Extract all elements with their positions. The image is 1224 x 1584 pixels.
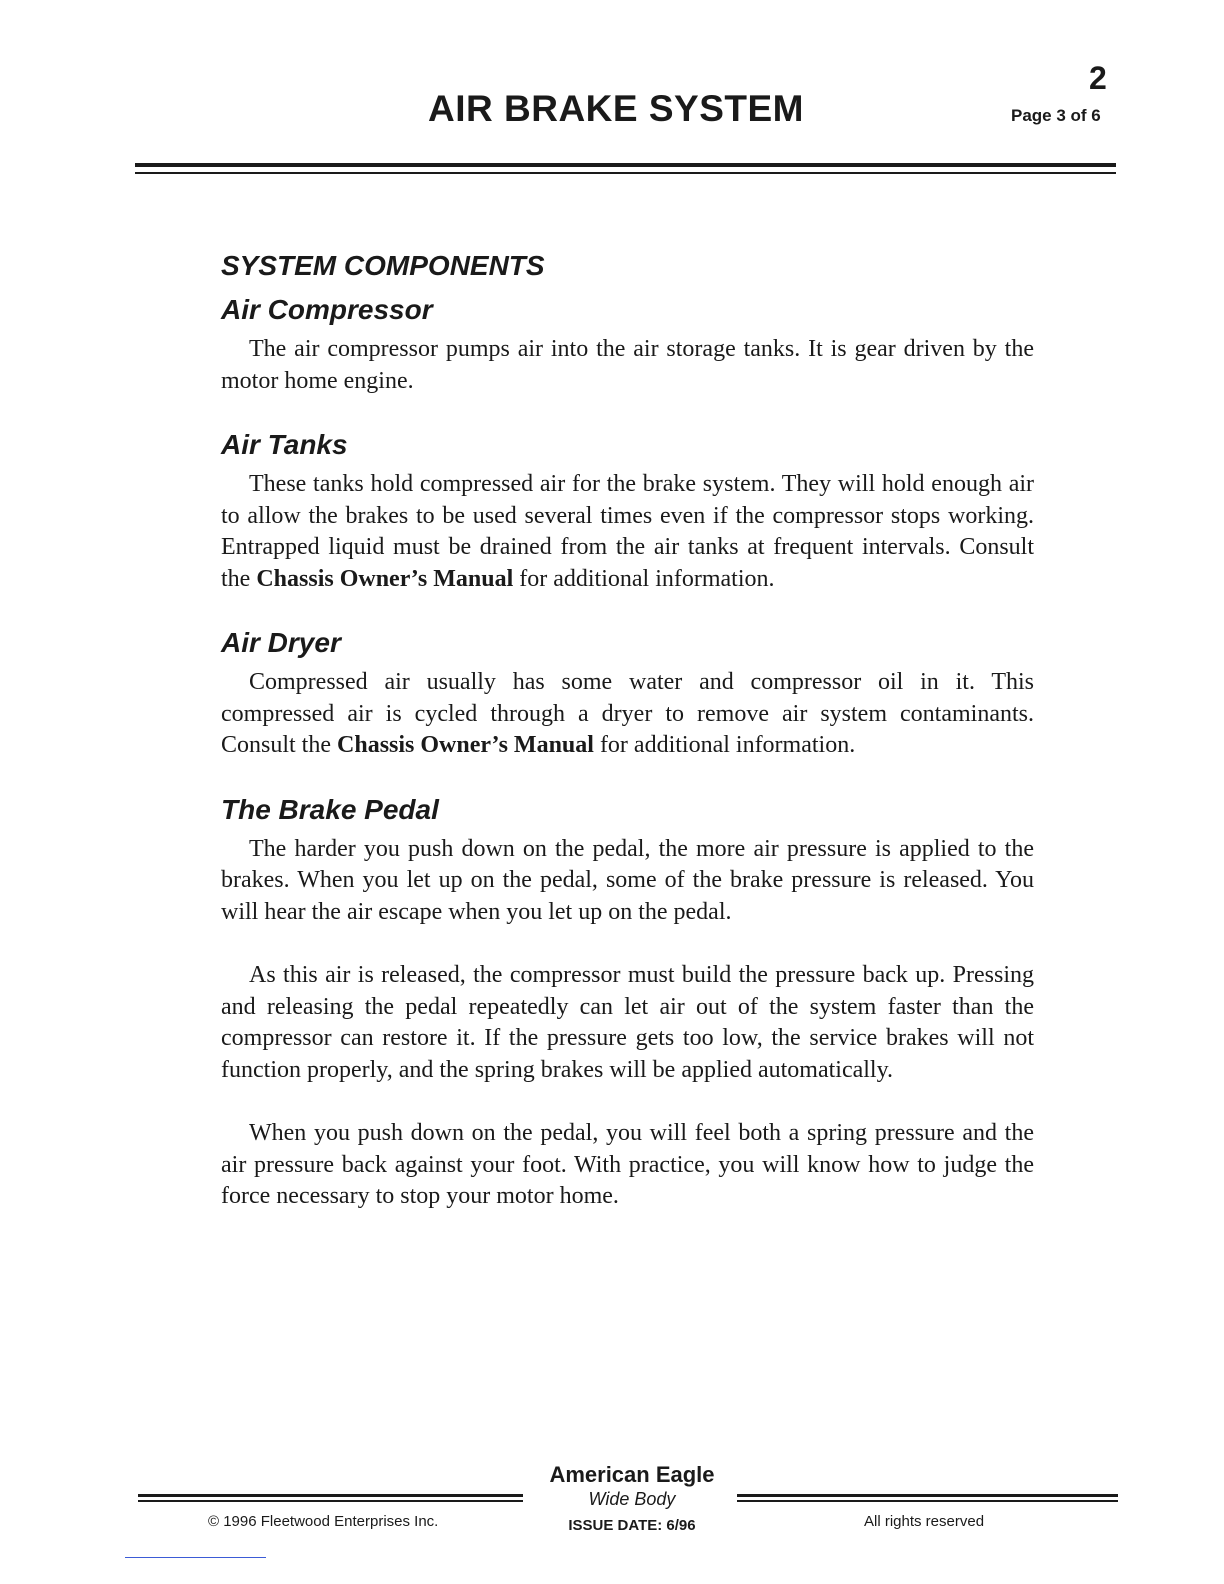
air-tanks-paragraph [221, 469, 1034, 595]
air-tanks-manual-ref: Chassis Owner’s Manual [256, 565, 514, 592]
air-tanks-heading: Air Tanks [221, 429, 348, 460]
air-tanks-text-end: for additional information. [513, 565, 775, 592]
air-compressor-section [221, 292, 1034, 397]
footer-rights: All rights reserved [864, 1513, 985, 1530]
brake-pedal-paragraph-1: The harder you push down on the pedal, the more air pressure is applied to the brakes. When you let up on the pedal, some of the brake pressure is released. You will hear the air escape when you let up on the pedal. [221, 835, 1034, 925]
footer-rule-right-thin [737, 1500, 1118, 1502]
header-rule-thin [135, 172, 1116, 174]
footer-issue-date: ISSUE DATE: 6/96 [568, 1517, 696, 1534]
air-tanks-section [221, 427, 1034, 595]
air-compressor-paragraph: The air compressor pumps air into the air storage tanks. It is gear driven by the motor home engine. [221, 336, 1034, 394]
brake-pedal-paragraph-2: As this air is released, the compressor must build the pressure back up. Pressing and releasing the pedal repeatedly can let air out of the system faster than the compressor can restore it. If the pressure gets too low, the service brakes will not function properly, and the spring brakes will be applied automatically. [221, 962, 1034, 1083]
air-dryer-manual-ref: Chassis Owner’s Manual [337, 732, 594, 758]
air-compressor-heading: Air Compressor [221, 294, 433, 325]
page-indicator: Page 3 of 6 [1011, 106, 1101, 125]
air-dryer-paragraph [221, 667, 1034, 762]
air-dryer-heading: Air Dryer [221, 627, 341, 658]
header-rule-thick [135, 163, 1116, 167]
main-content [221, 248, 1034, 1243]
air-dryer-text: Compressed air usually has some water and compressor oil in it. This compressed air is cycled through a dryer to remove air system contaminants. Consult the [221, 669, 1034, 758]
footer-rule-left [138, 1494, 523, 1497]
brake-pedal-section [221, 792, 1034, 1213]
footer-model: Wide Body [588, 1489, 676, 1509]
footer-rule-left-thin [138, 1500, 523, 1502]
air-tanks-text: These tanks hold compressed air for the brake system. They will hold enough air to allow the brakes to be used several times even if the compressor stops working. Entrapped liquid must be drained from the air tanks at frequent intervals. Consult the [221, 471, 1034, 592]
air-dryer-section [221, 625, 1034, 762]
chapter-number: 2 [1089, 60, 1107, 96]
section-title: SYSTEM COMPONENTS [221, 250, 545, 281]
air-dryer-text-end: for additional information. [593, 732, 856, 758]
footer-rule-right [737, 1494, 1118, 1497]
footer-brand: American Eagle [549, 1462, 715, 1487]
accent-line [125, 1557, 266, 1558]
page-title: AIR BRAKE SYSTEM [428, 88, 804, 129]
footer-copyright: © 1996 Fleetwood Enterprises Inc. [208, 1513, 439, 1530]
brake-pedal-heading: The Brake Pedal [221, 793, 439, 825]
brake-pedal-paragraph-3: When you push down on the pedal, you will feel both a spring pressure and the air pressure back against your foot. With practice, you will know how to judge the force necessary to stop your motor home. [221, 1120, 1034, 1209]
